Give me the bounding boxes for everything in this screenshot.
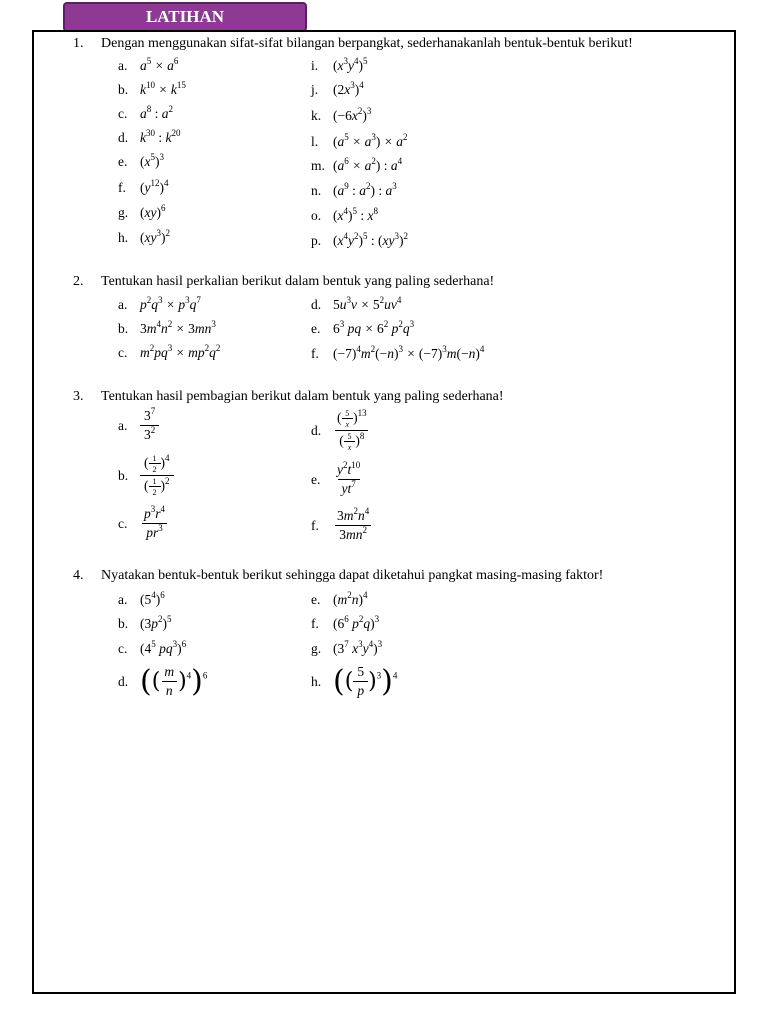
exercise-item: c. $a^8$ : $a^2$ — [118, 104, 174, 121]
question-text: Tentukan hasil perkalian berikut dalam bentuk yang paling sederhana! — [101, 274, 495, 289]
exercise-item: a. $(5^4)^6$ — [118, 590, 165, 607]
exercise-item: g. ($3^7$ $x^3y^4)^3$ — [311, 639, 383, 656]
exercise-item: e. $(x^5)^3$ — [118, 152, 164, 169]
question-text: Tentukan hasil pembagian berikut dalam bentuk yang paling sederhana! — [101, 389, 504, 404]
exercise-item: e. $(m^2n)^4$ — [311, 590, 368, 607]
question-number: 4. — [73, 568, 84, 583]
exercise-item: d. $5u^3v \times 5^2uv^4$ — [311, 295, 402, 312]
exercise-item: d. (( $\frac{m}{n}$ )$^4$)$^6$ — [118, 664, 208, 699]
exercise-item: c. $m^2pq^3 \times mp^2q^2$ — [118, 343, 221, 360]
exercise-item: c. ($4^5$ $pq^3)^6$ — [118, 639, 187, 656]
exercise-item: o. $(x^4)^5$ : $x^8$ — [311, 206, 379, 223]
exercise-item: f. $(y^{12})^4$ — [118, 178, 169, 195]
exercise-item: b. $(3p^2)^5$ — [118, 614, 172, 631]
question-3 — [73, 389, 504, 405]
question-number: 2. — [73, 274, 84, 289]
exercise-item: p. $(x^4y^2)^5$ : $(xy^3)^2$ — [311, 231, 408, 248]
exercise-item: k. $(-6x^2)^3$ — [311, 106, 372, 123]
exercise-item: c. $\frac{p^3r^4}{pr^3}$ — [118, 504, 166, 540]
exercise-item: l. $(a^5 \times a^3) \times a^2$ — [311, 132, 408, 149]
exercise-item: h. $(xy^3)^2$ — [118, 228, 170, 245]
exercise-item: d. $k^{30}$ : $k^{20}$ — [118, 128, 181, 145]
latihan-header: LATIHAN — [63, 2, 307, 32]
exercise-item: i. $(x^3y^4)^5$ — [311, 56, 368, 73]
question-number: 3. — [73, 389, 84, 404]
question-text: Nyatakan bentuk-bentuk berikut sehingga dapat diketahui pangkat masing-masing faktor! — [101, 568, 604, 583]
exercise-item: e. $6^3$ pq × $6^2$ $p^2q^3$ — [311, 319, 415, 336]
exercise-item: a. $p^2q^3 \times p^3q^7$ — [118, 295, 201, 312]
question-1 — [73, 36, 633, 52]
exercise-item: e. $\frac{y^2t^{10}}{yt^7}$ — [311, 460, 361, 496]
exercise-item: b. ( $\frac{1}{2}$ )$^4$ ( $\frac{1}{2}$ )$^2$ — [118, 454, 174, 497]
question-text: Dengan menggunakan sifat-sifat bilangan berpangkat, sederhanakanlah bentuk-bentuk berikut! — [101, 36, 633, 51]
exercise-item: h. (( $\frac{5}{p}$ )$^3$)$^4$ — [311, 664, 398, 699]
exercise-item: f. ($6^6$ $p^2q)^3$ — [311, 614, 380, 631]
exercise-item: g. (xy)$^6$ — [118, 203, 166, 220]
exercise-item: m. $(a^6 \times a^2)$ : $a^4$ — [311, 156, 403, 173]
question-4 — [73, 568, 603, 584]
exercise-item: b. $3m^4n^2 \times 3mn^3$ — [118, 319, 216, 336]
exercise-item: f. $(-7)^4m^2(-n)^3 \times (-7)^3m(-n)^4$ — [311, 344, 485, 361]
exercise-item: a. $a^5 \times a^6$ — [118, 56, 179, 73]
exercise-item: a. $\frac{3^7}{3^2}$ — [118, 408, 159, 443]
question-number: 1. — [73, 36, 84, 51]
exercise-item: d. ( $\frac{5}{x}$ )$^{13}$ ( $\frac{5}{x}$ )$^8$ — [311, 408, 367, 452]
exercise-item: f. $\frac{3m^2n^4}{3mn^2}$ — [311, 506, 370, 542]
question-2 — [73, 274, 494, 290]
exercise-item: n. ($a^9$ : $a^2$) : $a^3$ — [311, 181, 397, 198]
exercise-item: b. $k^{10} \times k^{15}$ — [118, 80, 186, 97]
exercise-item: j. $(2x^3)^4$ — [311, 80, 364, 97]
